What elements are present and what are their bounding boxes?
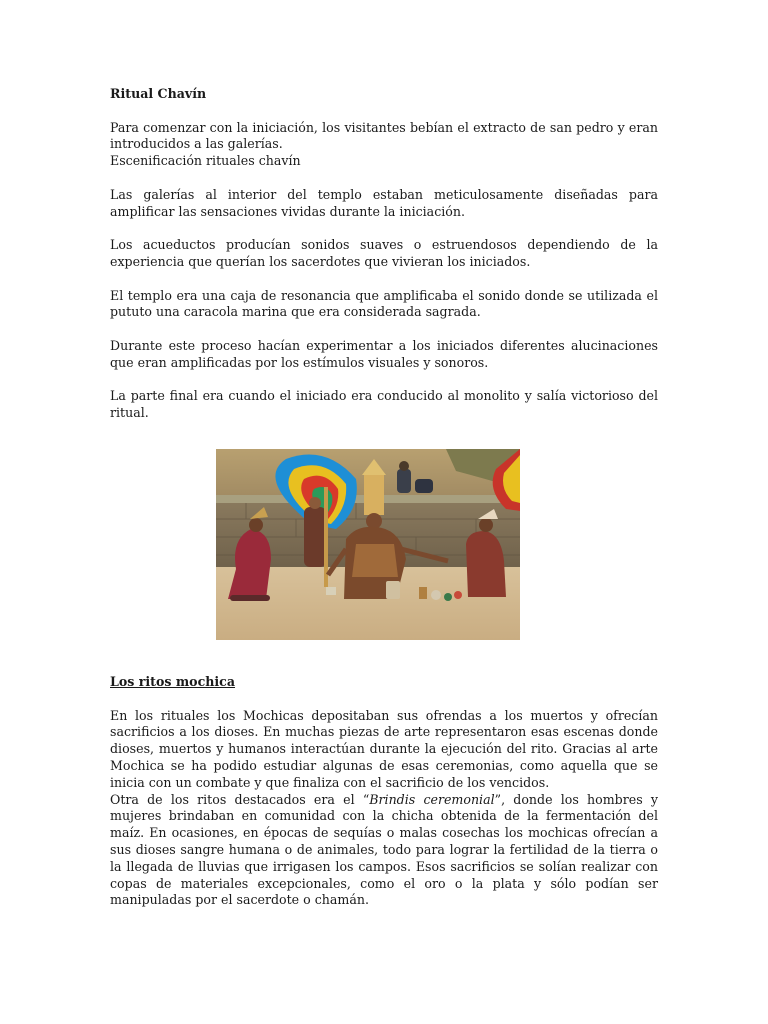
- paragraph-process: Durante este proceso hacían experimentar a los iniciados diferentes alucinaciones que eran amplificadas por los estímulos visuales y sonoros.: [110, 337, 658, 370]
- section-title-mochica: Los ritos mochica: [110, 673, 236, 689]
- document-body: [110, 86, 658, 909]
- paragraph-final: La parte final era cuando el iniciado era conducido al monolito y salía victorioso del ritual.: [110, 388, 658, 421]
- brindis-text-after: ”, donde los hombres y mujeres brindaban en comunidad con la chicha obtenida de la fermentación del maíz. En ocasiones, en épocas de sequías o malas cosechas los mochicas ofrecían a sus dioses sangre humana o de animales, todo para lograr la fertilidad de la tierra o la llegada de lluvias que irrigasen los campos. Esos sacrificios se solían realizar con copas de materiales excepcionales, como el oro o la plata y sólo podían ser manipuladas por el sacerdote o chamán.: [110, 791, 659, 908]
- paragraph-brindis: [110, 792, 658, 910]
- brindis-ceremonial-term: Brindis ceremonial: [369, 791, 495, 807]
- ritual-photo: [216, 449, 520, 640]
- paragraph-mochica-rituals: En los rituales los Mochicas depositaban sus ofrendas a los muertos y ofrecían sacrificios a los dioses. En muchas piezas de arte representaron esas escenas donde dioses, muertos y humanos interactúan durante la ejecución del rito. Gracias al arte Mochica se ha podido estudiar algunas de esas ceremonias, como aquella que se inicia con un combate y que finaliza con el sacrificio de los vencidos.: [110, 707, 658, 790]
- brindis-text-before: Otra de los ritos destacados era el “: [110, 791, 370, 807]
- paragraph-galleries: Las galerías al interior del templo estaban meticulosamente diseñadas para amplificar las sensaciones vividas durante la iniciación.: [110, 186, 658, 219]
- paragraph-intro: Para comenzar con la iniciación, los visitantes bebían el extracto de san pedro y eran introducidos a las galerías.: [110, 119, 658, 152]
- paragraph-aqueducts: Los acueductos producían sonidos suaves o estruendosos dependiendo de la experiencia que querían los sacerdotes que vivieran los iniciados.: [110, 237, 658, 269]
- paragraph-temple: El templo era una caja de resonancia que amplificaba el sonido donde se utilizada el pututo una caracola marina que era considerada sagrada.: [110, 287, 658, 320]
- photo-container: [78, 449, 658, 640]
- paragraph-caption: Escenificación rituales chavín: [110, 153, 301, 169]
- section-title-chavin: Ritual Chavín: [110, 86, 207, 101]
